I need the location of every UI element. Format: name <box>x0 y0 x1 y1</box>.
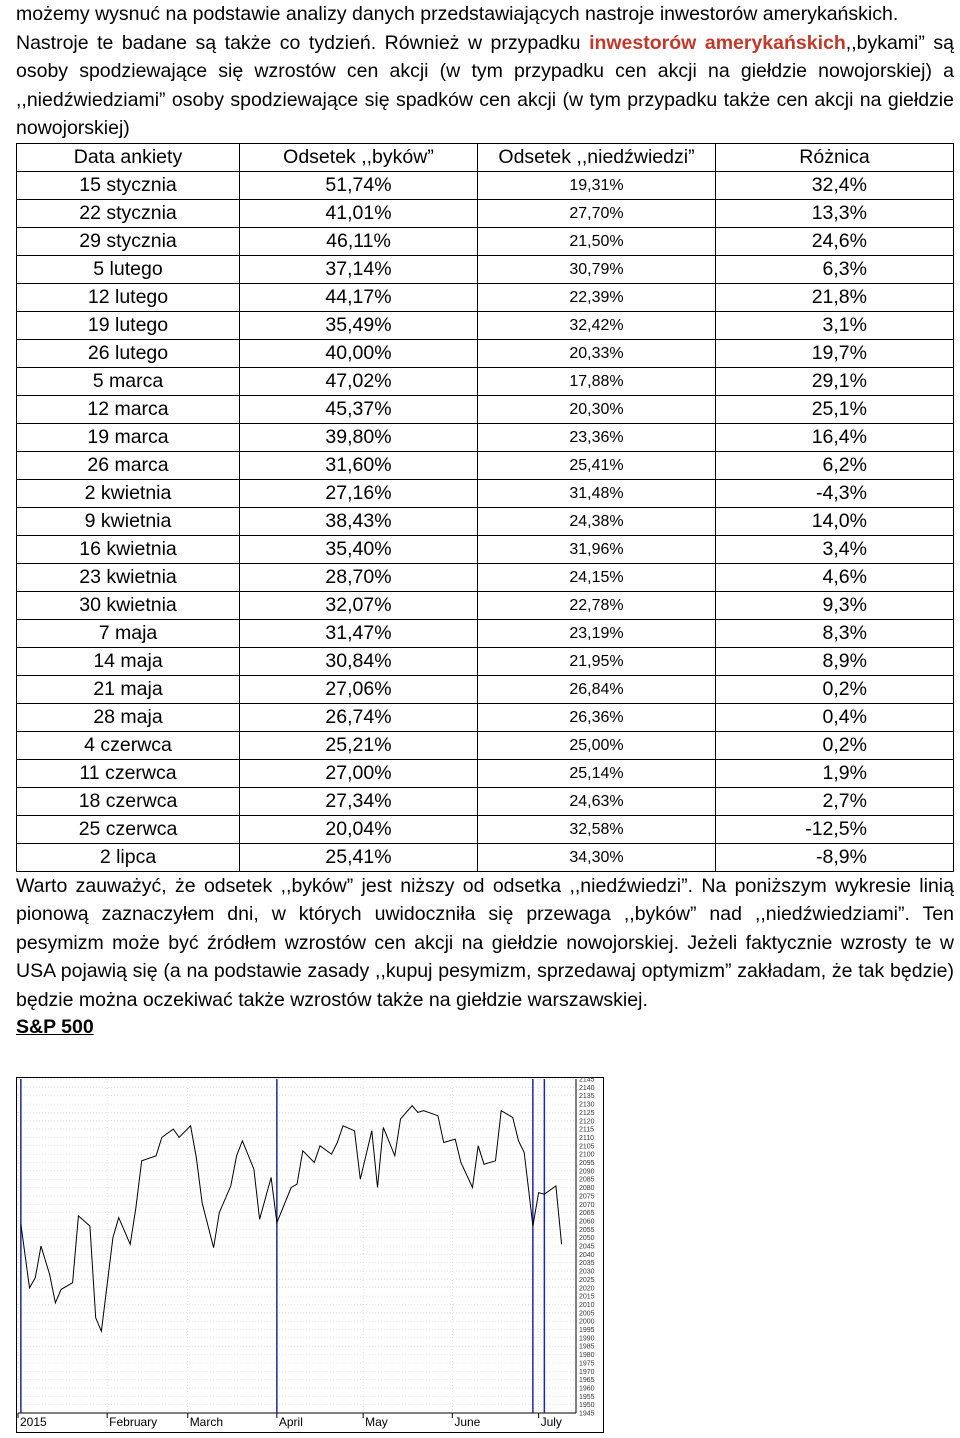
cell-bears: 21,50% <box>478 227 716 255</box>
table-row <box>17 171 954 199</box>
cell-bears: 26,84% <box>478 675 716 703</box>
table-row <box>17 255 954 283</box>
table-row <box>17 563 954 591</box>
table-row <box>17 675 954 703</box>
cell-date: 14 maja <box>17 647 240 675</box>
cell-date: 5 lutego <box>17 255 240 283</box>
cell-bears: 25,14% <box>478 759 716 787</box>
cell-bears: 23,36% <box>478 423 716 451</box>
cell-date: 26 lutego <box>17 339 240 367</box>
intro-sentence-pre: Również w przypadku <box>384 31 581 54</box>
y-tick-label: 2035 <box>579 1260 595 1268</box>
cell-bears: 24,38% <box>478 507 716 535</box>
sp500-chart <box>16 1077 604 1433</box>
highlight-american-investors: inwestorów amerykańskich <box>589 31 846 54</box>
x-tick-label: February <box>109 1415 158 1429</box>
y-tick-label: 2000 <box>579 1318 595 1326</box>
y-tick-label: 2015 <box>579 1293 595 1301</box>
cell-date: 2 kwietnia <box>17 479 240 507</box>
cell-bulls: 28,70% <box>240 563 478 591</box>
table-row <box>17 703 954 731</box>
conclusion-paragraph: Warto zauważyć, że odsetek ,,byków” jest niższy od odsetka ,,niedźwiedzi”. Na poniższym wykresie linią pionową zaznaczyłem dni, w których uwidoczniła się przewaga ,,byków” nad ,,niedźwiedziami”. Ten pesymizm może być źródłem wzrostów cen akcji na giełdzie nowojorskiej. Jeżeli faktycznie wzrosty te w USA pojawią się (a na podstawie zasady ,,kupuj pesymizm, sprzedawaj optymizm” zakładam, że tak będzie) będzie można oczekiwać także wzrostów także na giełdzie warszawskiej. <box>16 874 954 1011</box>
cell-bulls: 30,84% <box>240 647 478 675</box>
cell-difference: 14,0% <box>716 507 954 535</box>
y-tick-label: 2120 <box>579 1118 595 1126</box>
cell-difference: 6,2% <box>716 451 954 479</box>
cell-bulls: 35,49% <box>240 311 478 339</box>
cell-difference: 16,4% <box>716 423 954 451</box>
y-tick-label: 2060 <box>579 1218 595 1226</box>
cell-difference: -12,5% <box>716 815 954 843</box>
sp500-chart-svg <box>16 1077 604 1433</box>
cell-difference: 19,7% <box>716 339 954 367</box>
cell-bulls: 20,04% <box>240 815 478 843</box>
cell-bears: 19,31% <box>478 171 716 199</box>
y-tick-label: 2010 <box>579 1301 595 1309</box>
y-tick-label: 2125 <box>579 1109 595 1117</box>
y-tick-label: 2065 <box>579 1210 595 1218</box>
table-row <box>17 787 954 815</box>
cell-bulls: 32,07% <box>240 591 478 619</box>
y-tick-label: 2145 <box>579 1077 595 1084</box>
chart-frame <box>17 1078 604 1433</box>
y-tick-label: 2095 <box>579 1160 595 1167</box>
cell-difference: 32,4% <box>716 171 954 199</box>
cell-bears: 32,42% <box>478 311 716 339</box>
cell-date: 22 stycznia <box>17 199 240 227</box>
cell-bears: 25,41% <box>478 451 716 479</box>
table-row <box>17 451 954 479</box>
y-tick-label: 1950 <box>579 1402 595 1410</box>
cell-bulls: 31,60% <box>240 451 478 479</box>
y-tick-label: 2135 <box>579 1093 595 1101</box>
table-row <box>17 339 954 367</box>
cell-bears: 17,88% <box>478 367 716 395</box>
cell-difference: 29,1% <box>716 367 954 395</box>
cell-difference: 2,7% <box>716 787 954 815</box>
y-tick-label: 2140 <box>579 1084 595 1092</box>
table-row <box>17 815 954 843</box>
cell-bulls: 27,06% <box>240 675 478 703</box>
cell-bulls: 37,14% <box>240 255 478 283</box>
cell-date: 11 czerwca <box>17 759 240 787</box>
cell-difference: 8,3% <box>716 619 954 647</box>
cell-date: 5 marca <box>17 367 240 395</box>
intro-sentence-weekly: Nastroje te badane są także co tydzień. <box>16 31 377 54</box>
y-tick-label: 2050 <box>579 1235 595 1243</box>
cell-bulls: 51,74% <box>240 171 478 199</box>
cell-bears: 34,30% <box>478 843 716 871</box>
y-tick-label: 2130 <box>579 1101 595 1109</box>
cell-bulls: 45,37% <box>240 395 478 423</box>
cell-bears: 23,19% <box>478 619 716 647</box>
table-row <box>17 591 954 619</box>
x-tick-label: June <box>454 1415 481 1429</box>
table-row <box>17 647 954 675</box>
cell-bulls: 40,00% <box>240 339 478 367</box>
cell-bears: 20,33% <box>478 339 716 367</box>
cell-date: 18 czerwca <box>17 787 240 815</box>
cell-difference: 21,8% <box>716 283 954 311</box>
y-tick-label: 1945 <box>579 1410 595 1418</box>
y-tick-label: 1985 <box>579 1343 595 1351</box>
cell-bulls: 46,11% <box>240 227 478 255</box>
cell-difference: 0,4% <box>716 703 954 731</box>
cell-date: 29 stycznia <box>17 227 240 255</box>
cell-date: 4 czerwca <box>17 731 240 759</box>
cell-bears: 25,00% <box>478 731 716 759</box>
x-tick-label: July <box>540 1415 562 1429</box>
cell-difference: 25,1% <box>716 395 954 423</box>
cell-difference: 13,3% <box>716 199 954 227</box>
cell-bulls: 31,47% <box>240 619 478 647</box>
cell-date: 2 lipca <box>17 843 240 871</box>
y-tick-label: 2005 <box>579 1310 595 1318</box>
cell-date: 26 marca <box>17 451 240 479</box>
y-tick-label: 2040 <box>579 1251 595 1259</box>
cell-date: 16 kwietnia <box>17 535 240 563</box>
intro-sentence-post: ,,bykami” są osoby spodziewające się wzrostów cen akcji (w tym przypadku cen akcji na giełdzie nowojorskiej) a ,,niedźwiedziami” osoby spodziewające się spadków cen akcji (w tym przypadku także cen akcji na giełdzie nowojorskiej) <box>16 31 954 139</box>
y-tick-label: 2090 <box>579 1168 595 1176</box>
table-row <box>17 507 954 535</box>
cell-bears: 22,39% <box>478 283 716 311</box>
y-tick-label: 1965 <box>579 1377 595 1385</box>
cell-bears: 24,15% <box>478 563 716 591</box>
table-row <box>17 423 954 451</box>
header-bulls: Odsetek ,,byków” <box>240 143 478 171</box>
chart-heading: S&P 500 <box>16 1016 94 1038</box>
intro-paragraph-2 <box>16 29 954 143</box>
cell-bears: 32,58% <box>478 815 716 843</box>
cell-difference: -4,3% <box>716 479 954 507</box>
cell-bulls: 38,43% <box>240 507 478 535</box>
document-page <box>16 0 954 1039</box>
cell-difference: -8,9% <box>716 843 954 871</box>
table-row <box>17 283 954 311</box>
y-tick-label: 2115 <box>579 1126 595 1134</box>
cell-difference: 6,3% <box>716 255 954 283</box>
cell-date: 23 kwietnia <box>17 563 240 591</box>
cell-difference: 4,6% <box>716 563 954 591</box>
cell-date: 9 kwietnia <box>17 507 240 535</box>
cell-bulls: 26,74% <box>240 703 478 731</box>
y-tick-label: 1980 <box>579 1352 595 1360</box>
intro-paragraph-1: możemy wysnuć na podstawie analizy danych przedstawiających nastroje inwestorów amerykańskich. <box>16 3 899 25</box>
cell-date: 12 marca <box>17 395 240 423</box>
cell-bulls: 35,40% <box>240 535 478 563</box>
cell-bears: 30,79% <box>478 255 716 283</box>
table-row <box>17 535 954 563</box>
cell-date: 19 lutego <box>17 311 240 339</box>
sentiment-table <box>16 143 954 872</box>
y-tick-label: 2105 <box>579 1143 595 1151</box>
y-tick-label: 2025 <box>579 1276 595 1284</box>
x-tick-label: March <box>189 1415 224 1429</box>
table-row <box>17 311 954 339</box>
header-bears: Odsetek ,,niedźwiedzi” <box>478 143 716 171</box>
cell-difference: 0,2% <box>716 675 954 703</box>
cell-bears: 22,78% <box>478 591 716 619</box>
cell-difference: 1,9% <box>716 759 954 787</box>
table-body <box>17 171 954 871</box>
cell-date: 7 maja <box>17 619 240 647</box>
cell-date: 28 maja <box>17 703 240 731</box>
header-difference: Różnica <box>716 143 954 171</box>
table-row <box>17 199 954 227</box>
cell-bulls: 25,21% <box>240 731 478 759</box>
y-tick-label: 2085 <box>579 1176 595 1184</box>
cell-difference: 9,3% <box>716 591 954 619</box>
table-row <box>17 759 954 787</box>
cell-difference: 3,1% <box>716 311 954 339</box>
y-tick-label: 2075 <box>579 1193 595 1201</box>
cell-bulls: 44,17% <box>240 283 478 311</box>
cell-bulls: 27,16% <box>240 479 478 507</box>
cell-difference: 8,9% <box>716 647 954 675</box>
cell-date: 21 maja <box>17 675 240 703</box>
y-tick-label: 2055 <box>579 1226 595 1234</box>
table-row <box>17 479 954 507</box>
cell-bears: 21,95% <box>478 647 716 675</box>
x-tick-label: 2015 <box>20 1415 47 1429</box>
cell-bulls: 41,01% <box>240 199 478 227</box>
cell-bears: 31,48% <box>478 479 716 507</box>
table-row <box>17 395 954 423</box>
cell-bears: 24,63% <box>478 787 716 815</box>
cell-date: 30 kwietnia <box>17 591 240 619</box>
cell-bears: 27,70% <box>478 199 716 227</box>
header-date: Data ankiety <box>17 143 240 171</box>
x-tick-label: April <box>278 1415 303 1429</box>
table-row <box>17 367 954 395</box>
cell-bulls: 47,02% <box>240 367 478 395</box>
cell-date: 15 stycznia <box>17 171 240 199</box>
y-tick-label: 1990 <box>579 1335 595 1343</box>
y-tick-label: 2110 <box>579 1134 595 1142</box>
cell-bears: 31,96% <box>478 535 716 563</box>
cell-difference: 24,6% <box>716 227 954 255</box>
y-tick-label: 1975 <box>579 1360 595 1368</box>
y-tick-label: 2100 <box>579 1151 595 1159</box>
table-row <box>17 843 954 871</box>
table-row <box>17 619 954 647</box>
y-tick-label: 2080 <box>579 1185 595 1193</box>
cell-bears: 26,36% <box>478 703 716 731</box>
table-row <box>17 227 954 255</box>
cell-date: 12 lutego <box>17 283 240 311</box>
y-tick-label: 1955 <box>579 1393 595 1401</box>
cell-date: 25 czerwca <box>17 815 240 843</box>
y-tick-label: 2020 <box>579 1285 595 1293</box>
cell-bulls: 25,41% <box>240 843 478 871</box>
x-tick-label: May <box>365 1415 388 1429</box>
y-tick-label: 2045 <box>579 1243 595 1251</box>
y-tick-label: 2030 <box>579 1268 595 1276</box>
cell-date: 19 marca <box>17 423 240 451</box>
table-header-row <box>17 143 954 171</box>
table-row <box>17 731 954 759</box>
cell-bulls: 27,34% <box>240 787 478 815</box>
y-tick-label: 1970 <box>579 1368 595 1376</box>
cell-difference: 3,4% <box>716 535 954 563</box>
y-tick-label: 1960 <box>579 1385 595 1393</box>
cell-bulls: 27,00% <box>240 759 478 787</box>
y-tick-label: 2070 <box>579 1201 595 1209</box>
cell-bears: 20,30% <box>478 395 716 423</box>
cell-bulls: 39,80% <box>240 423 478 451</box>
cell-difference: 0,2% <box>716 731 954 759</box>
y-tick-label: 1995 <box>579 1327 595 1334</box>
